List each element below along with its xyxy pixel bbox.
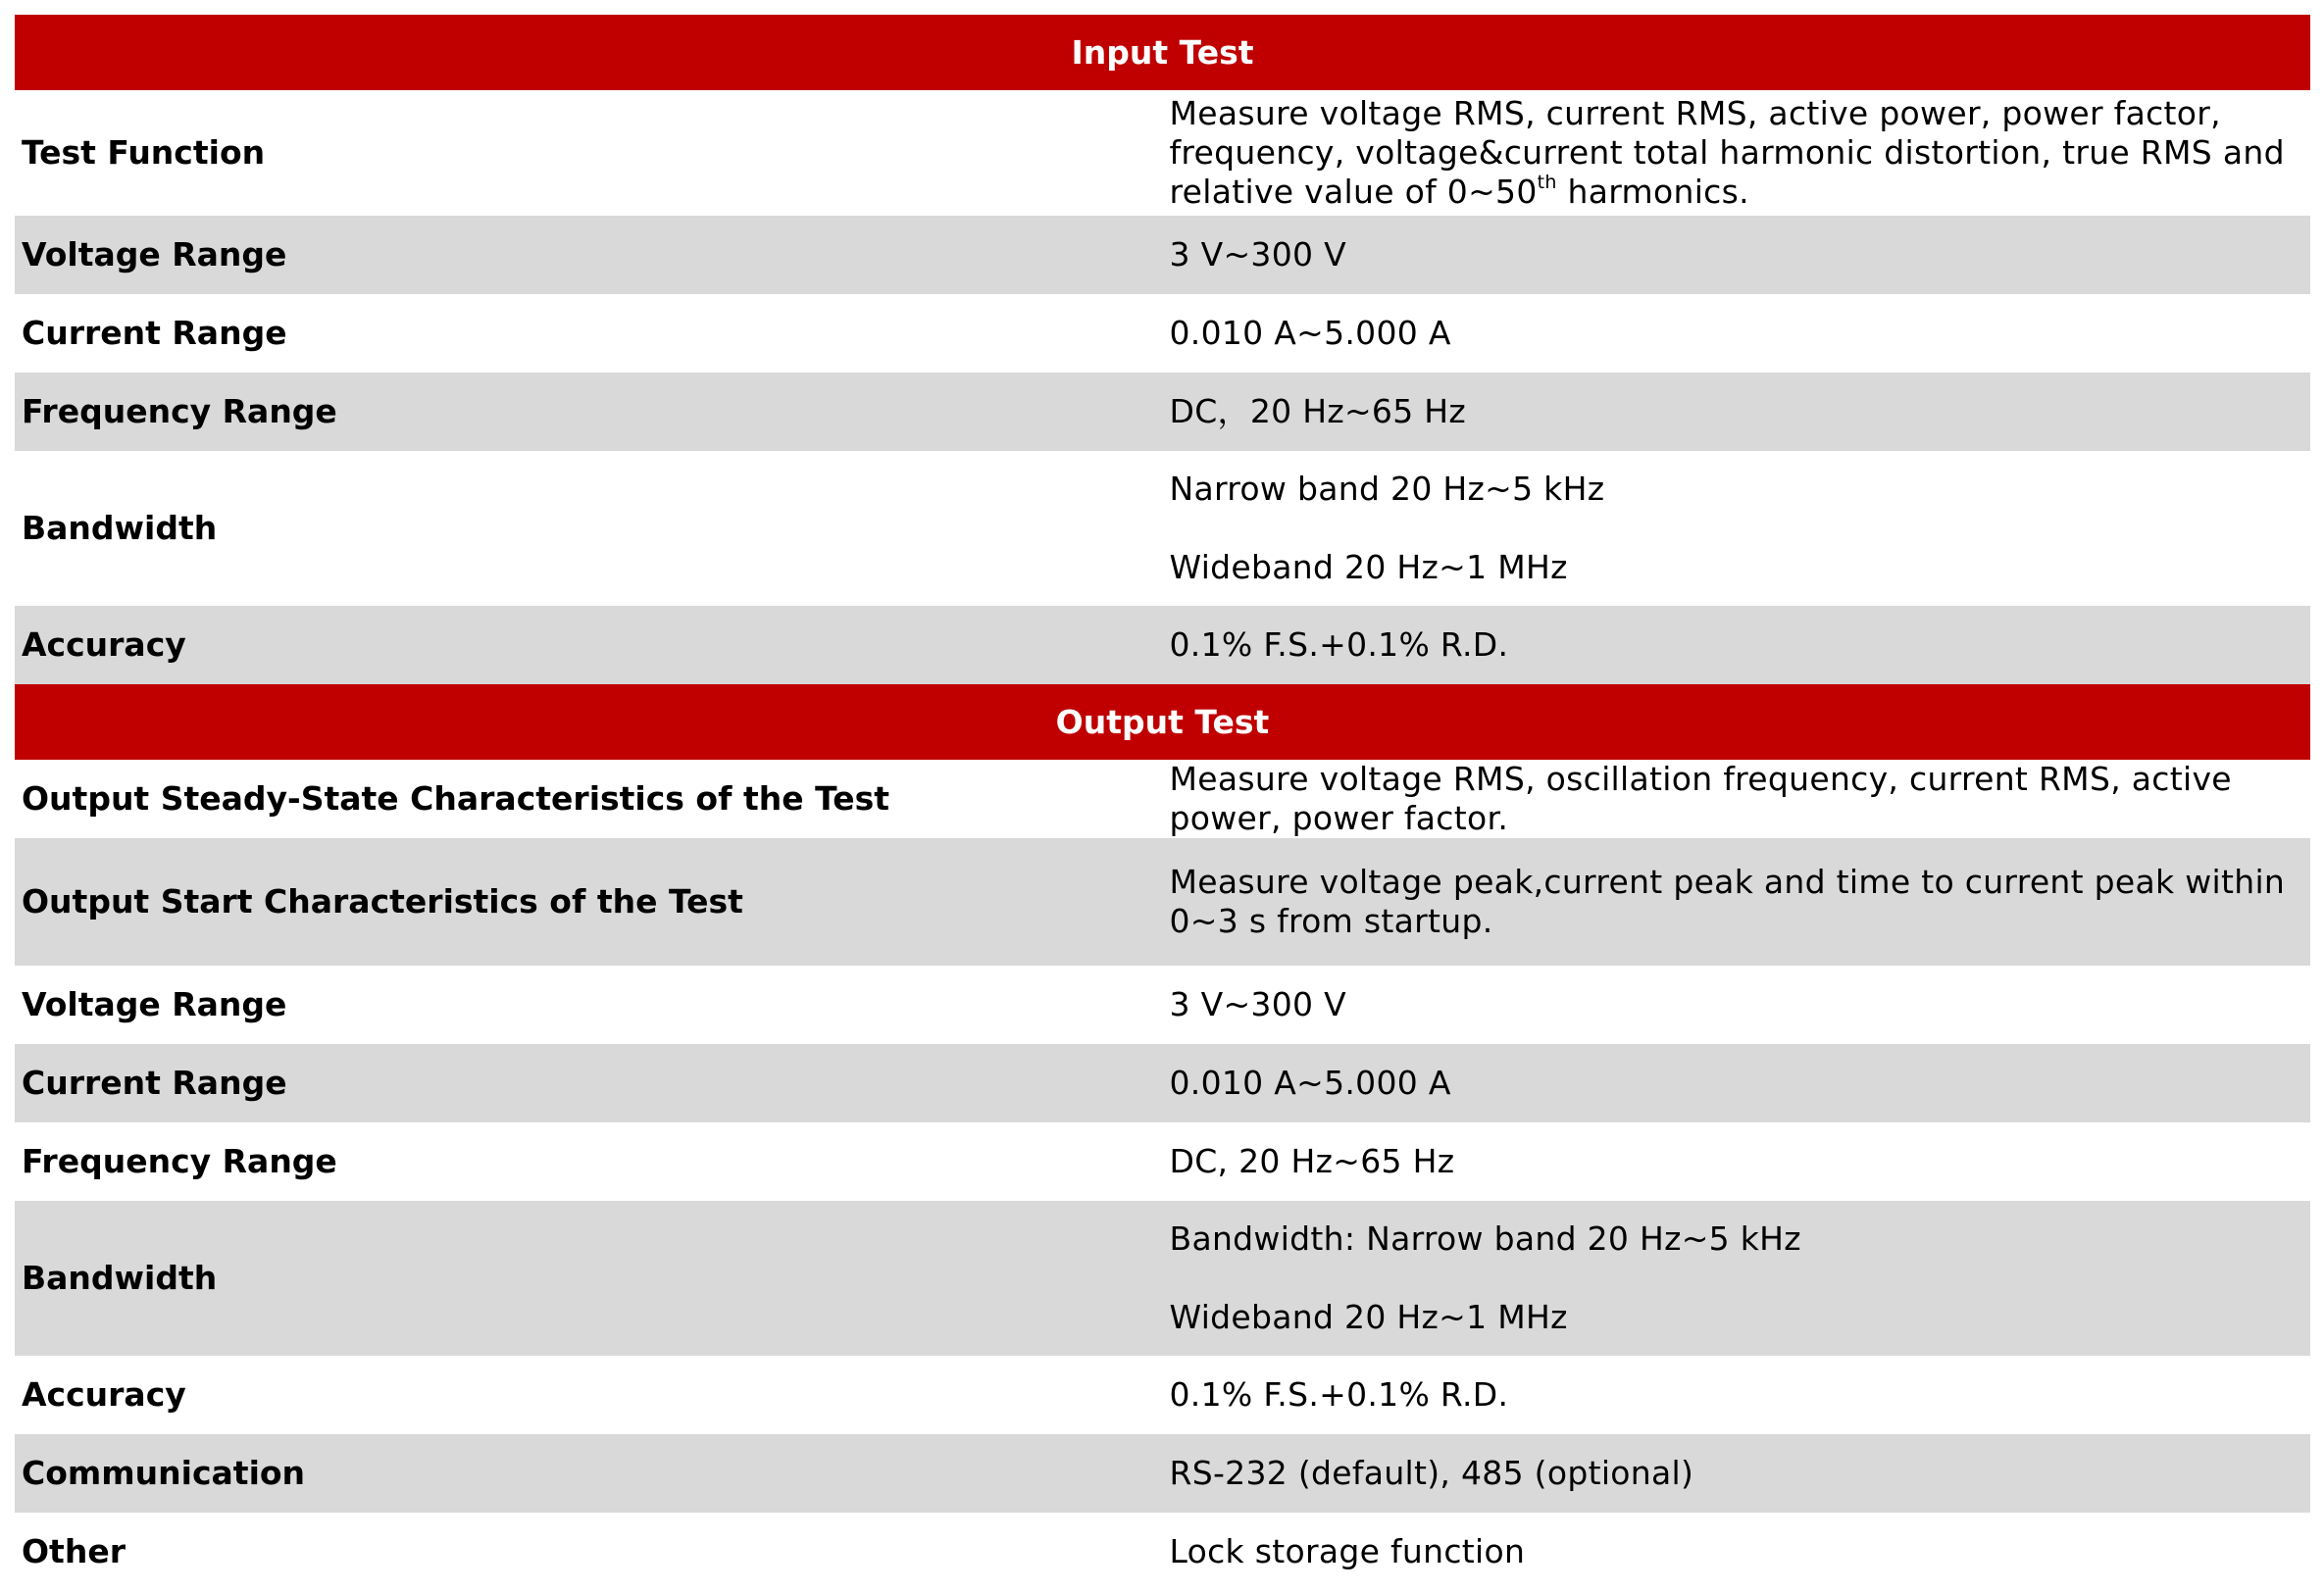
table-row (15, 1044, 2310, 1122)
row-label: Output Start Characteristics of the Test (15, 838, 1163, 966)
table-row (15, 760, 2310, 838)
row-label: Current Range (22, 314, 287, 352)
row-label: Accuracy (15, 606, 1163, 684)
row-label: Voltage Range (15, 216, 1163, 294)
row-value: Measure voltage RMS, oscillation frequency, current RMS, active power, power factor. (1169, 760, 2232, 837)
value-line: Narrow band 20 Hz~5 kHz (1169, 470, 1605, 508)
output-section-header (15, 684, 2310, 760)
row-value: RS-232 (default), 485 (optional) (1163, 1434, 2311, 1513)
table-row (15, 1122, 2310, 1201)
superscript: th (1537, 172, 1557, 193)
row-label: Other (22, 1532, 126, 1570)
row-value: Lock storage function (1169, 1532, 1526, 1570)
row-label: Communication (15, 1434, 1163, 1513)
table-row (15, 1434, 2310, 1513)
table-row (15, 216, 2310, 294)
row-value: 0.010 A~5.000 A (1169, 314, 1451, 352)
row-value: DC, 20 Hz~65 Hz (1169, 1142, 1455, 1180)
row-value: Measure voltage RMS, current RMS, active power, power factor, frequency, voltage&current total harmonic distortion, true RMS and relative value of 0~50th harmonics. (1169, 94, 2285, 211)
value-line: Wideband 20 Hz~1 MHz (1169, 1298, 1568, 1336)
row-value (1163, 1201, 2311, 1356)
table-row (15, 1356, 2310, 1434)
spec-sheet (15, 15, 2310, 1591)
row-value: DC，20 Hz~65 Hz (1163, 373, 2311, 451)
row-value: 0.010 A~5.000 A (1163, 1044, 2311, 1122)
row-value: 3 V~300 V (1169, 985, 1346, 1023)
row-value (1163, 451, 2311, 606)
row-label: Output Steady-State Characteristics of the Test (22, 779, 890, 818)
value-line: Wideband 20 Hz~1 MHz (1169, 548, 1568, 586)
spec-table (15, 15, 2310, 1591)
row-value: 3 V~300 V (1163, 216, 2311, 294)
row-label: Voltage Range (22, 985, 287, 1023)
table-row (15, 1201, 2310, 1356)
row-label: Bandwidth (15, 1201, 1163, 1356)
row-label: Accuracy (22, 1375, 186, 1414)
output-section-title: Output Test (15, 684, 2310, 760)
table-row (15, 606, 2310, 684)
input-section-title: Input Test (15, 15, 2310, 90)
row-label: Bandwidth (22, 509, 218, 547)
row-value: Measure voltage peak,current peak and time to current peak within 0~3 s from startup. (1163, 838, 2311, 966)
table-row (15, 373, 2310, 451)
table-row (15, 90, 2310, 216)
table-row (15, 1513, 2310, 1591)
row-value: 0.1% F.S.+0.1% R.D. (1163, 606, 2311, 684)
table-row (15, 294, 2310, 373)
table-row (15, 966, 2310, 1044)
row-label: Frequency Range (22, 1142, 337, 1180)
row-label: Current Range (15, 1044, 1163, 1122)
row-label: Test Function (22, 133, 266, 172)
row-label: Frequency Range (15, 373, 1163, 451)
input-section-header (15, 15, 2310, 90)
row-value: 0.1% F.S.+0.1% R.D. (1169, 1375, 1509, 1414)
table-row (15, 838, 2310, 966)
value-line: Bandwidth: Narrow band 20 Hz~5 kHz (1169, 1219, 1801, 1258)
table-row (15, 451, 2310, 606)
